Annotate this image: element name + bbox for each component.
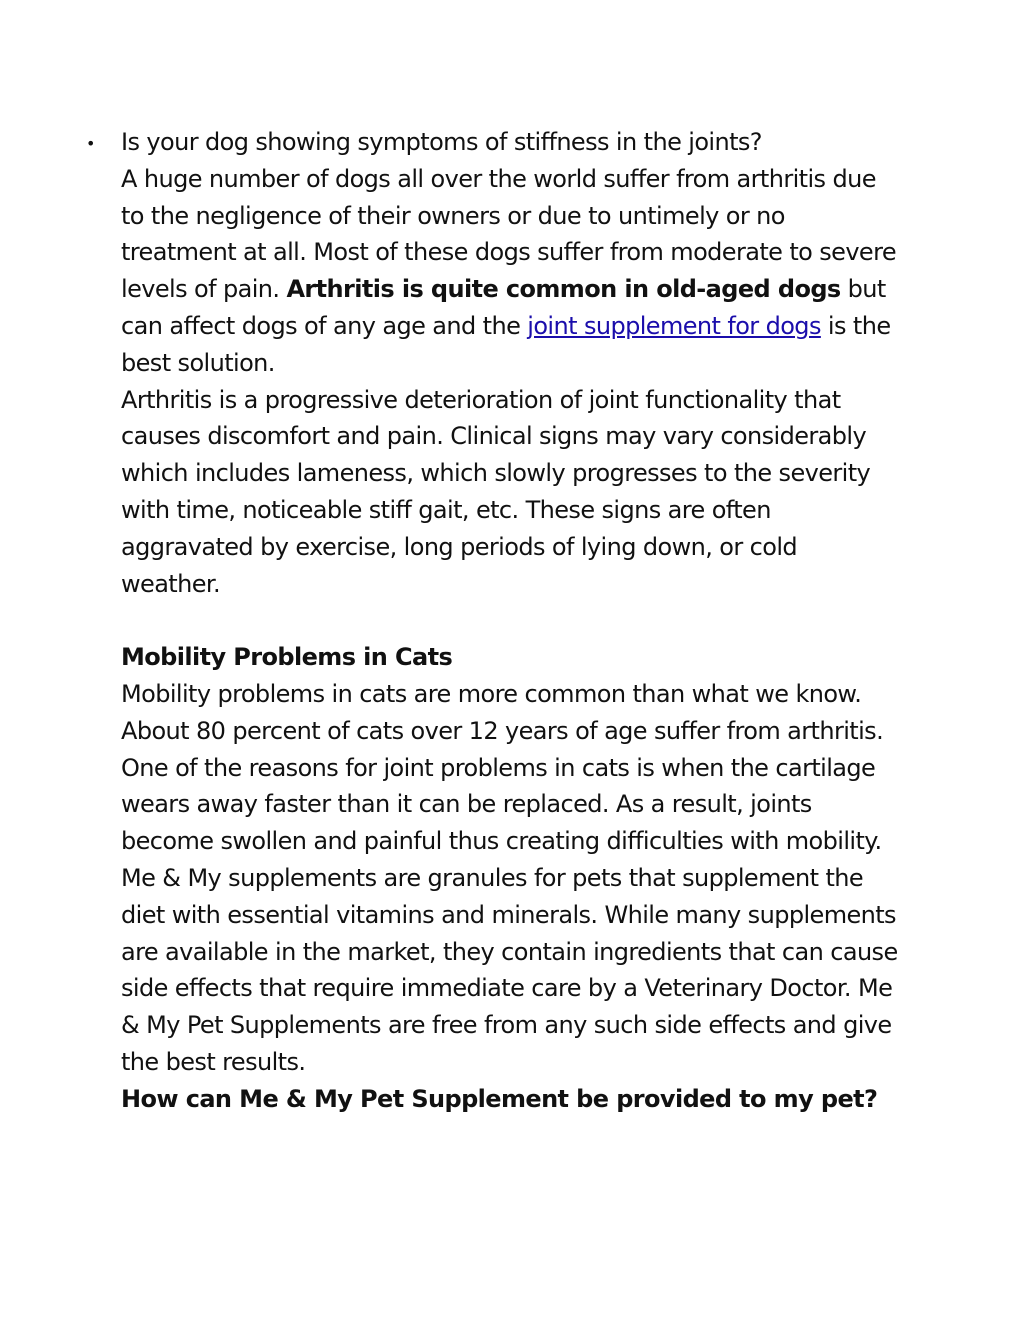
intro-text-3: is the best solution. xyxy=(121,311,891,377)
list-bullet: • xyxy=(86,134,96,153)
cats-heading xyxy=(121,639,903,676)
arthritis-paragraph: Arthritis is a progressive deterioration of joint functionality that causes discomfort and pain. Clinical signs may vary considerably which includes lameness, which slowly progresses to the severity with time, noticeable stiff gait, etc. These signs are often aggravated by exercise, long periods of lying down, or cold weather. xyxy=(121,385,871,598)
intro-bold-text: Arthritis is quite common in old-aged dogs xyxy=(286,275,841,304)
intro-question: Is your dog showing symptoms of stiffness in the joints? xyxy=(121,128,762,156)
cats-heading-text: Mobility Problems in Cats xyxy=(121,643,453,672)
intro-paragraph xyxy=(121,161,903,382)
final-heading xyxy=(121,1081,903,1118)
paragraph-spacer xyxy=(121,602,903,639)
document-body xyxy=(121,124,903,1118)
cats-paragraph-2: One of the reasons for joint problems in cats is when the cartilage wears away faster than it can be replaced. As a result, joints become swollen and painful thus creating difficulties with mobility. xyxy=(121,753,882,856)
intro-text-1: A huge number of dogs all over the world suffer from arthritis due to the negligence of their owners or due to untimely or no treatment at all. Most of these dogs suffer from moderate to severe levels of pain. xyxy=(121,164,897,304)
intro-text-2: but can affect dogs of any age and the xyxy=(121,275,886,340)
supplements-paragraph: Me & My supplements are granules for pets that supplement the diet with essential vitamins and minerals. While many supplements are available in the market, they contain ingredients that can cause side effects that require immediate care by a Veterinary Doctor. Me & My Pet Supplements are free from any such side effects and give the best results. xyxy=(121,863,898,1076)
joint-supplement-link[interactable]: joint supplement for dogs xyxy=(527,311,821,340)
cats-paragraph-1: Mobility problems in cats are more common than what we know. About 80 percent of cats over 12 years of age suffer from arthritis. xyxy=(121,679,884,745)
final-heading-text: How can Me & My Pet Supplement be provided to my pet? xyxy=(121,1084,878,1113)
